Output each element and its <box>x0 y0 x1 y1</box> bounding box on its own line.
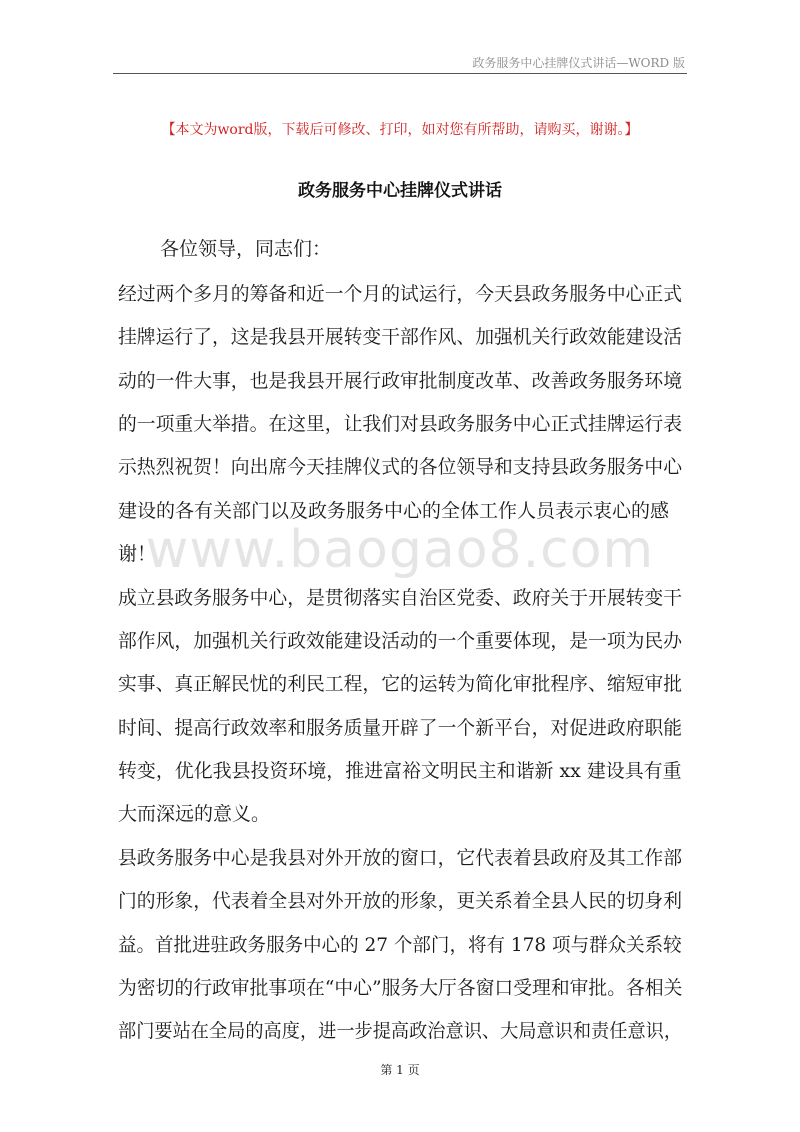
body-line: 经过两个多月的筹备和近一个月的试运行，今天县政务服务中心正式 <box>118 283 683 305</box>
body-line: 益。首批进驻政务服务中心的 27 个部门，将有 178 项与群众关系较 <box>118 934 682 956</box>
running-header: 政务服务中心挂牌仪式讲话—WORD 版 <box>472 56 685 70</box>
body-line: 部门要站在全局的高度，进一步提高政治意识、大局意识和责任意识， <box>118 1020 683 1042</box>
body-line: 时间、提高行政效率和服务质量开辟了一个新平台，对促进政府职能 <box>118 717 683 739</box>
body-line: 县政务服务中心是我县对外开放的窗口，它代表着县政府及其工作部 <box>118 847 683 869</box>
body-line: 门的形象，代表着全县对外开放的形象，更关系着全县人民的切身利 <box>118 890 683 912</box>
body-line: 实事、真正解民忧的利民工程，它的运转为简化审批程序、缩短审批 <box>118 673 683 695</box>
body-line: 动的一件大事，也是我县开展行政审批制度改革、改善政务服务环境 <box>118 370 683 392</box>
header-divider <box>113 73 687 74</box>
body-line: 转变，优化我县投资环境，推进富裕文明民主和谐新 xx 建设具有重 <box>118 760 682 782</box>
body-line: 挂牌运行了，这是我县开展转变干部作风、加强机关行政效能建设活 <box>118 326 683 348</box>
watermark: www.baogao8.com <box>145 520 655 580</box>
body-line: 成立县政务服务中心，是贯彻落实自治区党委、政府关于开展转变干 <box>118 587 683 609</box>
body-line: 建设的各有关部门以及政务服务中心的全体工作人员表示衷心的感 <box>118 500 670 522</box>
document-title: 政务服务中心挂牌仪式讲话 <box>298 181 502 201</box>
download-notice: 【本文为word版，下载后可修改、打印，如对您有所帮助，请购买，谢谢。】 <box>161 122 639 138</box>
body-line: 为密切的行政审批事项在“中心”服务大厅各窗口受理和审批。各相关 <box>118 977 683 999</box>
body-line: 大而深远的意义。 <box>118 803 271 825</box>
page-number: 第 1 页 <box>380 1063 420 1077</box>
body-line: 部作风，加强机关行政效能建设活动的一个重要体现，是一项为民办 <box>118 630 683 652</box>
salutation: 各位领导，同志们： <box>160 238 332 260</box>
body-line: 示热烈祝贺！向出席今天挂牌仪式的各位领导和支持县政务服务中心 <box>118 456 683 478</box>
body-line: 谢！ <box>118 543 157 565</box>
body-line: 的一项重大举措。在这里，让我们对县政务服务中心正式挂牌运行表 <box>118 413 683 435</box>
